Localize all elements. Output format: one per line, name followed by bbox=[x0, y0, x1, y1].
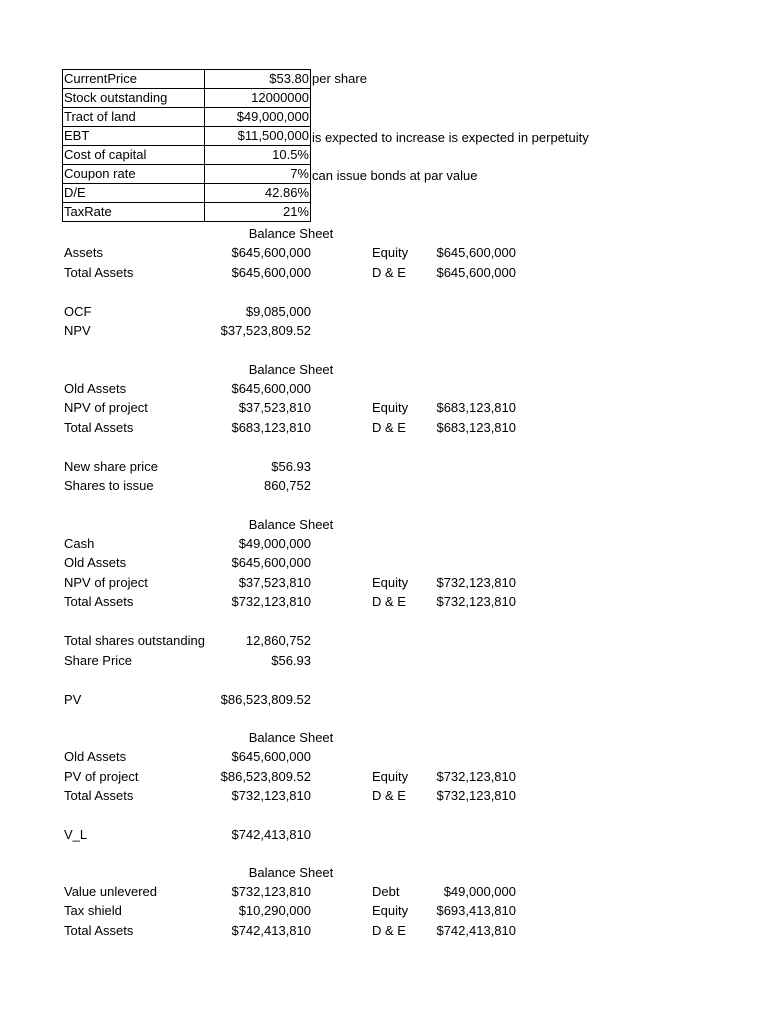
row-right-label: D & E bbox=[372, 420, 406, 435]
row-value: $37,523,809.52 bbox=[220, 323, 311, 338]
row-value: $10,290,000 bbox=[238, 903, 311, 918]
input-note: can issue bonds at par value bbox=[312, 168, 478, 183]
table-row bbox=[0, 263, 768, 282]
row-label: Old Assets bbox=[64, 381, 127, 396]
balance-sheet-title: Balance Sheet bbox=[248, 865, 334, 880]
row-right-value: $732,123,810 bbox=[436, 575, 516, 590]
row-value: $56.93 bbox=[271, 653, 311, 668]
row-value: $645,600,000 bbox=[231, 749, 311, 764]
row-value: $86,523,809.52 bbox=[220, 769, 311, 784]
table-row bbox=[0, 398, 768, 417]
row-right-label: D & E bbox=[372, 265, 406, 280]
row-value: $742,413,810 bbox=[231, 827, 311, 842]
row-right-label: Debt bbox=[372, 884, 400, 899]
row-right-value: $732,123,810 bbox=[436, 788, 516, 803]
table-row bbox=[0, 901, 768, 920]
input-note: is expected to increase is expected in perpetuity bbox=[312, 130, 589, 145]
vl-row bbox=[0, 825, 768, 844]
table-row bbox=[0, 921, 768, 940]
input-value: 10.5% bbox=[205, 146, 311, 165]
row-label: OCF bbox=[64, 304, 92, 319]
row-label: Total Assets bbox=[64, 594, 134, 609]
row-right-value: $732,123,810 bbox=[436, 594, 516, 609]
row-label: Old Assets bbox=[64, 555, 127, 570]
table-row bbox=[0, 786, 768, 805]
row-value: $732,123,810 bbox=[231, 594, 311, 609]
input-value: 12000000 bbox=[205, 89, 311, 108]
total-shares-row bbox=[0, 631, 768, 650]
table-row bbox=[63, 70, 311, 89]
row-label: NPV of project bbox=[64, 575, 148, 590]
table-row bbox=[63, 89, 311, 108]
row-label: Total Assets bbox=[64, 265, 134, 280]
row-label: PV of project bbox=[64, 769, 139, 784]
row-label: Share Price bbox=[64, 653, 132, 668]
row-value: $742,413,810 bbox=[231, 923, 311, 938]
row-label: Assets bbox=[64, 245, 104, 260]
shares-to-issue-row bbox=[0, 476, 768, 495]
row-value: 12,860,752 bbox=[245, 633, 311, 648]
row-value: $645,600,000 bbox=[231, 245, 311, 260]
input-label: Coupon rate bbox=[63, 165, 205, 184]
input-label: Stock outstanding bbox=[63, 89, 205, 108]
row-right-value: $683,123,810 bbox=[436, 400, 516, 415]
table-row bbox=[0, 882, 768, 901]
input-value: 7% bbox=[205, 165, 311, 184]
row-right-value: $732,123,810 bbox=[436, 769, 516, 784]
table-row bbox=[63, 203, 311, 222]
input-label: Tract of land bbox=[63, 108, 205, 127]
input-note: per share bbox=[312, 71, 367, 86]
table-row bbox=[0, 553, 768, 572]
row-value: $645,600,000 bbox=[231, 381, 311, 396]
row-right-value: $742,413,810 bbox=[436, 923, 516, 938]
new-share-price-row bbox=[0, 457, 768, 476]
input-label: D/E bbox=[63, 184, 205, 203]
row-label: Value unlevered bbox=[64, 884, 157, 899]
ocf-row bbox=[0, 302, 768, 321]
input-value: $49,000,000 bbox=[205, 108, 311, 127]
inputs-table bbox=[62, 69, 311, 222]
table-row bbox=[0, 592, 768, 611]
table-row bbox=[0, 243, 768, 262]
table-row bbox=[63, 127, 311, 146]
input-value: 21% bbox=[205, 203, 311, 222]
pv-row bbox=[0, 690, 768, 709]
row-right-value: $693,413,810 bbox=[436, 903, 516, 918]
row-right-label: D & E bbox=[372, 923, 406, 938]
table-row bbox=[63, 165, 311, 184]
row-label: V_L bbox=[64, 827, 88, 842]
row-right-label: D & E bbox=[372, 788, 406, 803]
input-value: $11,500,000 bbox=[205, 127, 311, 146]
row-right-value: $683,123,810 bbox=[436, 420, 516, 435]
row-value: $37,523,810 bbox=[238, 400, 311, 415]
row-right-label: Equity bbox=[372, 575, 409, 590]
balance-sheet-2 bbox=[0, 360, 768, 379]
row-label: Shares to issue bbox=[64, 478, 154, 493]
input-label: TaxRate bbox=[63, 203, 205, 222]
balance-sheet-3 bbox=[0, 515, 768, 534]
row-label: Old Assets bbox=[64, 749, 127, 764]
row-right-label: D & E bbox=[372, 594, 406, 609]
share-price-row bbox=[0, 651, 768, 670]
row-value: $9,085,000 bbox=[245, 304, 311, 319]
balance-sheet-4 bbox=[0, 728, 768, 747]
row-right-label: Equity bbox=[372, 769, 409, 784]
balance-sheet-title: Balance Sheet bbox=[248, 730, 334, 745]
row-label: NPV bbox=[64, 323, 91, 338]
table-row bbox=[0, 534, 768, 553]
row-label: Total shares outstanding bbox=[64, 633, 205, 648]
row-label: NPV of project bbox=[64, 400, 148, 415]
row-value: $683,123,810 bbox=[231, 420, 311, 435]
row-right-label: Equity bbox=[372, 903, 409, 918]
row-value: $645,600,000 bbox=[231, 265, 311, 280]
table-row bbox=[0, 573, 768, 592]
table-row bbox=[63, 184, 311, 203]
row-value: $49,000,000 bbox=[238, 536, 311, 551]
row-label: Tax shield bbox=[64, 903, 122, 918]
row-label: Total Assets bbox=[64, 923, 134, 938]
row-right-value: $645,600,000 bbox=[436, 265, 516, 280]
input-value: $53.80 bbox=[205, 70, 311, 89]
balance-sheet-title: Balance Sheet bbox=[248, 226, 334, 241]
input-label: EBT bbox=[63, 127, 205, 146]
balance-sheet-title: Balance Sheet bbox=[248, 517, 334, 532]
row-value: $732,123,810 bbox=[231, 884, 311, 899]
row-label: Total Assets bbox=[64, 420, 134, 435]
table-row bbox=[0, 379, 768, 398]
table-row bbox=[63, 108, 311, 127]
input-label: Cost of capital bbox=[63, 146, 205, 165]
input-label: CurrentPrice bbox=[63, 70, 205, 89]
table-row bbox=[0, 418, 768, 437]
balance-sheet-title: Balance Sheet bbox=[248, 362, 334, 377]
row-right-label: Equity bbox=[372, 400, 409, 415]
row-value: $56.93 bbox=[271, 459, 311, 474]
balance-sheet-5 bbox=[0, 863, 768, 882]
balance-sheet-1 bbox=[0, 224, 768, 243]
row-label: PV bbox=[64, 692, 82, 707]
row-value: $645,600,000 bbox=[231, 555, 311, 570]
row-value: $732,123,810 bbox=[231, 788, 311, 803]
row-value: $86,523,809.52 bbox=[220, 692, 311, 707]
input-value: 42.86% bbox=[205, 184, 311, 203]
row-label: Cash bbox=[64, 536, 95, 551]
row-right-label: Equity bbox=[372, 245, 409, 260]
row-label: Total Assets bbox=[64, 788, 134, 803]
row-value: 860,752 bbox=[264, 478, 311, 493]
table-row bbox=[63, 146, 311, 165]
table-row bbox=[0, 767, 768, 786]
npv-row bbox=[0, 321, 768, 340]
table-row bbox=[0, 747, 768, 766]
row-label: New share price bbox=[64, 459, 158, 474]
row-right-value: $645,600,000 bbox=[436, 245, 516, 260]
row-value: $37,523,810 bbox=[238, 575, 311, 590]
row-right-value: $49,000,000 bbox=[443, 884, 516, 899]
